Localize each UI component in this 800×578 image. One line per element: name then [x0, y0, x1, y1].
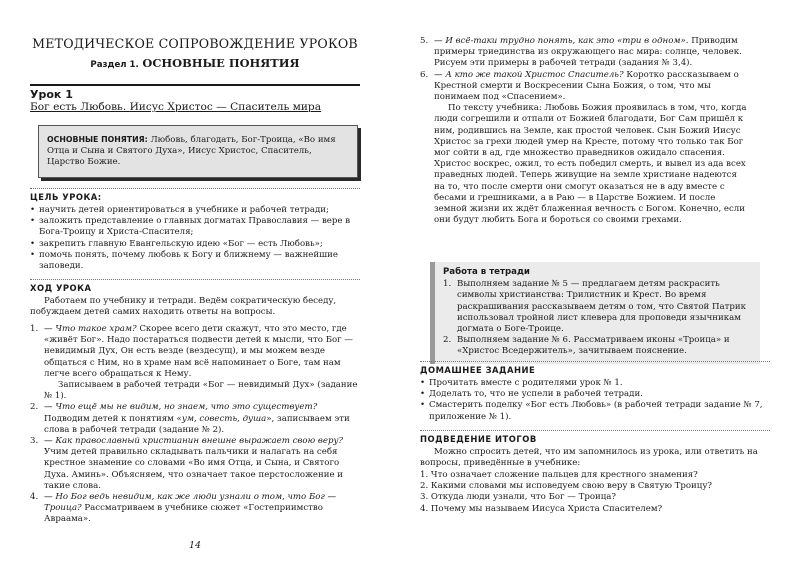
question-item: 1. Что означает сложение пальцев для крестного знамения?: [420, 470, 698, 480]
step-number: 3.: [30, 436, 39, 447]
section-title: [30, 56, 360, 70]
homework-heading: ДОМАШНЕЕ ЗАДАНИЕ: [420, 365, 536, 375]
step-item: [30, 436, 360, 492]
step-question: — Как православный христианин внешне выражает свою веру?: [44, 436, 344, 447]
divider: [420, 361, 770, 362]
step-text: Учим детей правильно складывать пальчики и налагать на себя крестное знамение со словами «Во имя Отца, и Сына, и Святого Духа. Аминь». Объясняем, что означает такое перстосложение и такие слова.: [44, 447, 343, 491]
goal-heading: ЦЕЛЬ УРОКА:: [30, 192, 102, 202]
divider: [30, 279, 360, 280]
step-number: 4.: [30, 492, 39, 503]
page-number: 14: [189, 540, 201, 551]
step-text: Приводим примеры триединства из окружающего нас мира: солнце, человек. Рисуем эти примеры в рабочей тетради (задания № 3,4).: [434, 36, 742, 69]
step-number: 6.: [420, 69, 429, 80]
summary-heading: ПОДВЕДЕНИЕ ИТОГОВ: [420, 434, 537, 444]
divider: [30, 84, 360, 86]
step-number: 5.: [420, 36, 429, 46]
course-intro: Работаем по учебнику и тетради. Ведём сократическую беседу, побуждаем детей самих находить ответы на вопросы.: [30, 296, 337, 318]
step-question: — Но Бог ведь невидим, как же люди узнали о том, что Бог — Троица?: [44, 492, 337, 514]
question-item: 2. Какими словами мы исповедуем свою веру в Святую Троицу?: [420, 481, 712, 492]
homework-list: [420, 378, 770, 423]
section-prefix: Раздел 1.: [90, 60, 139, 70]
summary-intro: Можно спросить детей, что им запомнилось из урока, или ответить на вопросы, приведённые в учебнике:: [420, 447, 758, 469]
step-text: Подводим детей к понятиям «: [44, 413, 182, 424]
step-question: — И всё-таки трудно понять, как это «три в одном».: [434, 36, 689, 46]
step-question: — Что такое храм?: [44, 324, 137, 334]
goal-item: • заложить представление о главных догматах Православия — вере в Бога-Троицу и Христа-Спасителя;: [30, 216, 360, 238]
step-text: Скорее всего дети скажут, что это место, где «живёт Бог». Надо постараться подвести детей к мысли, что Бог — невидимый Дух, Он есть везде (вездесущ), и мы можем везде общаться с Ним, но в храме нам всё напоминает о Боге, там нам легче всего обращаться к Нему.: [44, 324, 354, 379]
homework-item: • Смастерить поделку «Бог есть Любовь» (в рабочей тетради задание № 7, приложение № 1).: [420, 400, 770, 422]
step-item: [30, 492, 360, 526]
step-question: — А кто же такой Христос Спаситель?: [434, 69, 624, 80]
step-question: — Что ещё мы не видим, но знаем, что это существует?: [44, 402, 318, 413]
step-extra: Записываем в рабочей тетради «Бог — невидимый Дух» (задание № 1).: [44, 380, 358, 402]
lesson-steps-continued: [420, 36, 750, 226]
question-item: 4. Почему мы называем Иисуса Христа Спасителем?: [420, 503, 663, 514]
homework-item: • Прочитать вместе с родителями урок № 1.: [420, 378, 770, 389]
lesson-title: Бог есть Любовь. Иисус Христос — Спаситель мира: [30, 101, 322, 113]
course-heading: ХОД УРОКА: [30, 283, 92, 293]
step-text: Рассматриваем в учебнике сюжет «Гостеприимство Авраама».: [44, 503, 323, 525]
key-concepts-box: [38, 125, 358, 178]
step-item: [420, 36, 750, 70]
goal-item: • закрепить главную Евангельскую идею «Бог — есть Любовь»;: [30, 239, 360, 250]
goal-item: • помочь понять, почему любовь к Богу и ближнему — важнейшие заповеди.: [30, 250, 360, 272]
workbook-text: Выполняем задание № 6. Рассматриваем иконы «Троица» и «Христос Вседержитель», зачитываем пояснение.: [457, 335, 730, 357]
step-italic: ум, совесть, душа: [181, 413, 267, 424]
page-header-title: МЕТОДИЧЕСКОЕ СОПРОВОЖДЕНИЕ УРОКОВ: [32, 36, 358, 51]
goal-item: • научить детей ориентироваться в учебнике и рабочей тетради;: [30, 205, 360, 216]
key-concepts-text: Любовь, благодать, Бог-Троица, «Во имя Отца и Сына и Святого Духа», Иисус Христос, Спаситель, Царство Божие.: [47, 135, 336, 168]
workbook-item: [443, 279, 754, 335]
workbook-item: [443, 335, 754, 357]
step-item: [30, 402, 360, 436]
lesson-number: Урок 1: [30, 88, 73, 101]
key-concepts-label: ОСНОВНЫЕ ПОНЯТИЯ:: [47, 135, 148, 144]
step-number: 2.: [30, 402, 39, 413]
step-number: 1.: [30, 324, 39, 334]
question-item: 3. Откуда люди узнали, что Бог — Троица?: [420, 492, 617, 503]
workbook-number: 2.: [443, 335, 452, 346]
workbook-box: [430, 262, 760, 364]
step-item: [420, 70, 750, 227]
goal-list: [30, 205, 360, 272]
step-item: [30, 324, 360, 402]
workbook-label: Работа в тетради: [443, 267, 530, 277]
step-text: Коротко рассказываем о Крестной смерти и Воскресении Сына Божия, о том, что мы понимаем под «Спасением».: [434, 69, 739, 103]
workbook-text: Выполняем задание № 5 — предлагаем детям раскрасить символы христианства: Трилистник и Крест. Во время раскрашивания рассказываем детям о том, что Святой Патрик использовал тройной лист клевера для проповеди язычникам догмата о Боге-Троице.: [457, 279, 746, 335]
section-name: ОСНОВНЫЕ ПОНЯТИЯ: [142, 56, 300, 70]
story-paragraph: По тексту учебника: Любовь Божия проявилась в том, что, когда люди согрешили и отпали от Божией благодати, Бог Сам пришёл к ним, родившись на Земле, как простой человек. Сын Божий Иисус Христос за грехи людей умер на Кресте, потому что только так Бог мог сойти в ад, где множество праведников ожидало спасения. Христос воскрес, ожил, то есть победил смерть, и вывел из ада всех праведных людей. Теперь живущие на земле христиане надеются на то, что после смерти они смогут оказаться не в аду вместе с бесами и грешниками, а в Раю — в Царстве Божием. И после земной жизни их ждёт блаженная вечность с Богом. Конечно, если они будут любить Бога и бороться со своими грехами.: [434, 103, 747, 226]
divider: [420, 430, 770, 431]
homework-item: • Доделать то, что не успели в рабочей тетради.: [420, 389, 770, 400]
lesson-steps: [30, 324, 360, 526]
step-text-tail: », записываем эти слова в рабочей тетради (задание № 2).: [44, 413, 350, 435]
divider: [30, 188, 360, 189]
workbook-number: 1.: [443, 279, 452, 290]
summary-questions: [420, 470, 770, 515]
